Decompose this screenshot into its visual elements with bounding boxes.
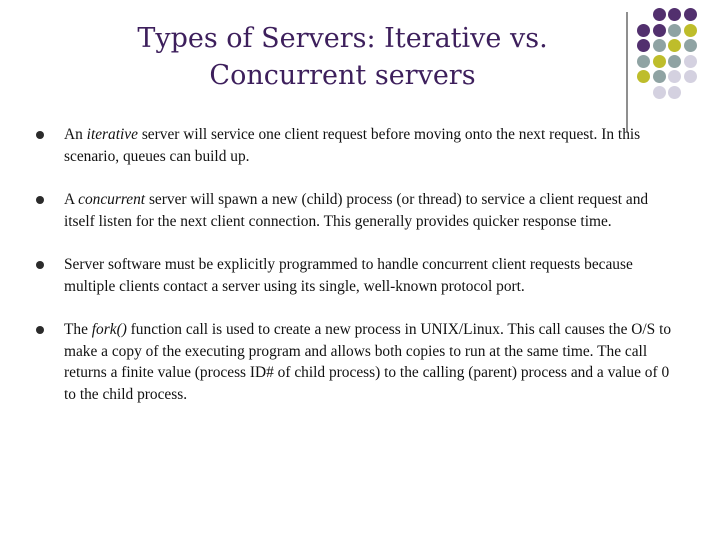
bullet-emphasis: iterative	[86, 126, 138, 143]
decorative-dot	[684, 55, 697, 68]
bullet-text: server will service one client request before moving onto the next request. In this scenario, queues can build up.	[64, 126, 641, 165]
decorative-dot-grid	[637, 8, 717, 113]
bullet-item	[36, 254, 676, 297]
decorative-dot	[668, 8, 681, 21]
bullet-item	[36, 124, 676, 167]
decorative-dot	[653, 24, 666, 37]
decorative-dot	[653, 8, 666, 21]
bullet-dot-icon	[36, 196, 44, 204]
slide-title-line-1: Types of Servers: Iterative vs.	[137, 23, 548, 54]
decorative-dot	[668, 39, 681, 52]
decorative-dot	[637, 70, 650, 83]
decorative-dot	[668, 55, 681, 68]
bullet-emphasis: fork()	[91, 321, 127, 338]
bullet-dot-icon	[36, 326, 44, 334]
bullet-item	[36, 319, 676, 405]
decorative-dot	[653, 55, 666, 68]
decorative-dot	[684, 70, 697, 83]
decorative-dot	[684, 39, 697, 52]
bullet-dot-icon	[36, 131, 44, 139]
decorative-dot	[637, 39, 650, 52]
bullet-text: function call is used to create a new process in UNIX/Linux. This call causes the O/S to make a copy of the executing program and allows both copies to run at the same time. The call returns a finite value (process ID# of child process) to the calling (parent) process and a value of 0 to the child process.	[64, 321, 672, 403]
decorative-dot	[668, 86, 681, 99]
decorative-dot	[637, 55, 650, 68]
slide-title	[60, 20, 625, 94]
decorative-dot	[668, 70, 681, 83]
bullet-item	[36, 189, 676, 232]
bullet-text: An	[64, 126, 87, 143]
divider-line	[626, 12, 628, 132]
decorative-dot	[653, 86, 666, 99]
bullet-emphasis: concurrent	[78, 191, 146, 208]
decorative-dot	[684, 24, 697, 37]
decorative-dot	[653, 39, 666, 52]
slide-title-line-2: Concurrent servers	[209, 60, 476, 91]
bullet-list	[36, 124, 676, 427]
decorative-dot	[684, 8, 697, 21]
bullet-text: server will spawn a new (child) process (or thread) to service a client request and itself listen for the next client connection. This generally provides quicker response time.	[64, 191, 649, 230]
decorative-dot	[653, 70, 666, 83]
bullet-text: Server software must be explicitly programmed to handle concurrent client requests because multiple clients contact a server using its single, well-known protocol port.	[64, 256, 633, 295]
bullet-text: The	[64, 321, 92, 338]
bullet-dot-icon	[36, 261, 44, 269]
bullet-text: A	[64, 191, 79, 208]
decorative-dot	[637, 24, 650, 37]
decorative-dot	[668, 24, 681, 37]
